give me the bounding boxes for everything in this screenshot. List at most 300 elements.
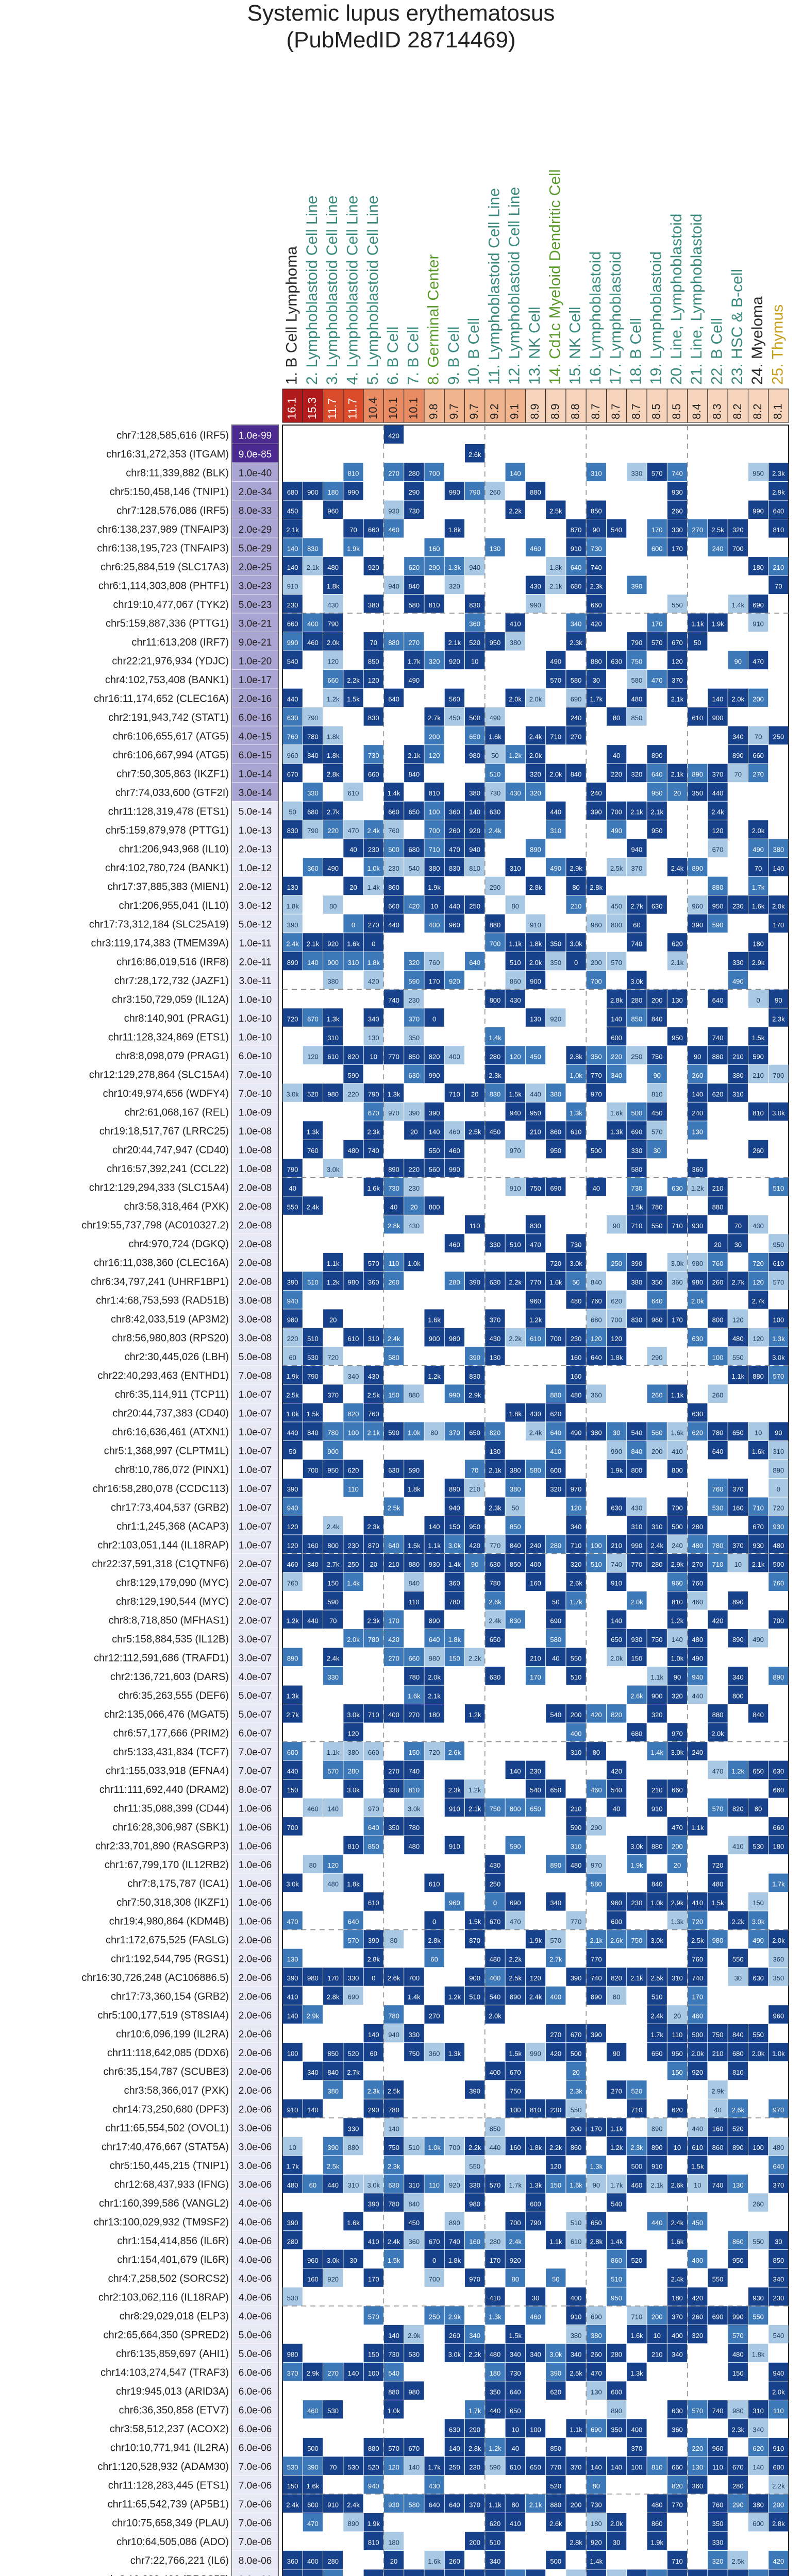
heatmap-cell-label: 3.0k xyxy=(286,1090,299,1098)
pvalue-label: 6.0e-16 xyxy=(238,712,272,723)
heatmap-cell-label: 480 xyxy=(408,1842,420,1851)
heatmap-cell-label: 420 xyxy=(408,902,420,910)
heatmap-cell-label: 260 xyxy=(449,2331,460,2340)
heatmap-cell-label: 2.3k xyxy=(570,2087,582,2095)
pvalue-label: 4.0e-06 xyxy=(238,2198,272,2210)
snp-label: chr1:154,401,679 (IL6R) xyxy=(117,2254,229,2266)
heatmap-cell-label: 720 xyxy=(712,1861,724,1870)
heatmap-cell-label: 140 xyxy=(287,2012,298,2020)
heatmap-cell-label: 260 xyxy=(449,827,460,835)
heatmap-cell-label: 2.4k xyxy=(387,2238,400,2246)
heatmap-cell-label: 710 xyxy=(753,1504,764,1512)
pvalue-label: 7.0e-07 xyxy=(238,1766,272,1777)
column-label: 23. HSC & B-cell xyxy=(728,268,746,385)
heatmap-cell-label: 770 xyxy=(570,1918,582,1926)
heatmap-cell-label: 2.7k xyxy=(751,1297,765,1305)
heatmap-cell-label: 860 xyxy=(611,2256,622,2264)
heatmap-cell-label: 960 xyxy=(712,2444,724,2452)
heatmap-cell-label: 850 xyxy=(773,2256,784,2264)
heatmap-cell-label: 600 xyxy=(287,1749,298,1757)
snp-label: chr8:29,029,018 (ELP3) xyxy=(119,2311,229,2323)
heatmap-cell-label: 340 xyxy=(347,1372,359,1380)
heatmap-cell-label: 830 xyxy=(307,545,319,553)
heatmap-cell-label: 130 xyxy=(530,1015,541,1023)
heatmap-cell-label: 80 xyxy=(309,1861,317,1870)
heatmap-cell-label: 630 xyxy=(692,1334,704,1343)
heatmap-cell-label: 440 xyxy=(388,921,399,929)
heatmap-cell-label: 530 xyxy=(712,1504,724,1512)
heatmap-cell-label: 270 xyxy=(611,2087,622,2095)
heatmap-cell-label: 930 xyxy=(672,488,683,497)
heatmap-cell-label: 1.6k xyxy=(347,2218,360,2227)
heatmap-cell-label: 120 xyxy=(327,657,339,666)
heatmap-cell-label: 280 xyxy=(489,1053,501,1061)
heatmap-cell-label: 2.3k xyxy=(367,1128,380,1136)
heatmap-cell-label: 960 xyxy=(692,902,704,910)
heatmap-cell-label: 430 xyxy=(408,1222,420,1230)
heatmap-cell-label: 340 xyxy=(732,733,744,741)
heatmap-cell-label: 780 xyxy=(651,1203,663,1211)
heatmap-cell-label: 690 xyxy=(712,2313,724,2321)
heatmap-cell-label: 640 xyxy=(773,2162,784,2171)
heatmap-cell-label: 2.0k xyxy=(772,1937,785,1945)
heatmap-cell-label: 1.8k xyxy=(529,2143,542,2151)
heatmap-cell-label: 610 xyxy=(367,1899,379,1907)
pvalue-label: 1.0e-11 xyxy=(239,938,272,950)
pvalue-label: 3.0e-08 xyxy=(238,1314,272,1326)
heatmap-cell-label: 0 xyxy=(351,921,356,929)
heatmap-cell-label: 310 xyxy=(347,2181,359,2189)
heatmap-cell-label: 130 xyxy=(692,1128,704,1136)
heatmap-cell-label: 500 xyxy=(570,2049,582,2058)
heatmap-cell-label: 260 xyxy=(712,1391,724,1399)
snp-label: chr17:40,476,667 (STAT5A) xyxy=(101,2141,229,2153)
heatmap-cell-label: 3.0k xyxy=(772,1353,785,1362)
heatmap-cell-label: 740 xyxy=(367,1146,379,1155)
heatmap-cell-label: 960 xyxy=(530,1297,541,1305)
heatmap-cell-label: 420 xyxy=(611,1767,622,1775)
heatmap-cell-label: 740 xyxy=(712,2406,724,2415)
heatmap-cell-label: 220 xyxy=(287,1334,298,1343)
heatmap-cell-label: 600 xyxy=(530,2200,541,2208)
snp-label: chr12:129,278,864 (SLC15A4) xyxy=(89,1069,229,1081)
heatmap-cell-label: 910 xyxy=(287,2106,298,2114)
heatmap-cell-label: 740 xyxy=(672,469,683,478)
heatmap-cell-label: 2.6k xyxy=(630,1692,643,1700)
heatmap-cell-label: 550 xyxy=(732,1353,744,1362)
heatmap-cell-label: 2.0k xyxy=(731,695,745,703)
pvalue-label: 1.0e-08 xyxy=(238,1164,272,1175)
heatmap-cell-label: 500 xyxy=(590,1146,602,1155)
heatmap-cell-label: 840 xyxy=(509,1541,521,1550)
heatmap-cell-label: 100 xyxy=(712,1353,724,1362)
heatmap-cell-label: 270 xyxy=(428,2012,440,2020)
heatmap-cell-label: 250 xyxy=(347,1561,359,1569)
heatmap-cell-label: 670 xyxy=(287,770,298,778)
pvalue-label: 1.0e-20 xyxy=(238,656,272,667)
heatmap-cell-label: 990 xyxy=(449,1165,460,1174)
heatmap-cell-label: 430 xyxy=(509,789,521,798)
snp-label: chr6:106,655,617 (ATG5) xyxy=(112,731,229,742)
heatmap-cell-label: 540 xyxy=(611,1786,622,1794)
heatmap-cell-label: 130 xyxy=(287,1955,298,1963)
heatmap-cell-label: 610 xyxy=(530,1334,541,1343)
snp-label: chr16:58,280,078 (CCDC113) xyxy=(92,1483,229,1495)
heatmap-cell-label: 150 xyxy=(287,2482,298,2490)
heatmap-cell-label: 900 xyxy=(712,714,724,722)
heatmap-cell-label: 3.0k xyxy=(549,2350,562,2359)
heatmap-cell-label: 380 xyxy=(327,977,339,986)
heatmap-cell-label: 1.9k xyxy=(650,2538,663,2547)
heatmap-cell-label: 200 xyxy=(570,2501,582,2509)
heatmap-cell-label: 150 xyxy=(753,1899,764,1907)
heatmap-cell-label: 640 xyxy=(367,1824,379,1832)
heatmap-cell-label: 820 xyxy=(732,1805,744,1813)
heatmap-cell-label: 480 xyxy=(631,695,643,703)
heatmap-cell-label: 460 xyxy=(692,2012,704,2020)
heatmap-cell-label: 290 xyxy=(367,2106,379,2114)
heatmap-cell-label: 260 xyxy=(590,2350,602,2359)
heatmap-cell-label: 2.3k xyxy=(731,2426,745,2434)
heatmap-cell-label: 770 xyxy=(590,1955,602,1963)
heatmap-cell-label: 270 xyxy=(692,1561,704,1569)
heatmap-cell-label: 2.4k xyxy=(387,1334,400,1343)
heatmap-cell-label: 610 xyxy=(692,2143,704,2151)
heatmap-cell-label: 390 xyxy=(590,808,602,816)
heatmap-cell-label: 1.9k xyxy=(529,1937,542,1945)
heatmap-cell-label: 200 xyxy=(651,2313,663,2321)
snp-label: chr3:58,512,237 (ACOX2) xyxy=(109,2424,229,2435)
column-score: 8.2 xyxy=(751,403,764,419)
heatmap-cell-label: 480 xyxy=(489,2350,501,2359)
heatmap-cell-label: 670 xyxy=(732,2463,744,2471)
heatmap-cell-label: 930 xyxy=(753,2294,764,2302)
heatmap-cell-label: 760 xyxy=(428,958,440,967)
heatmap-cell xyxy=(445,2569,464,2576)
heatmap-cell-label: 150 xyxy=(550,2181,562,2189)
heatmap-cell-label: 840 xyxy=(590,1278,602,1286)
heatmap-cell-label: 420 xyxy=(590,620,602,628)
heatmap-cell-label: 830 xyxy=(367,714,379,722)
pvalue-label: 7.0e-08 xyxy=(238,1370,272,1382)
heatmap-cell-label: 880 xyxy=(347,2143,359,2151)
heatmap-cell-label: 700 xyxy=(732,545,744,553)
heatmap-cell-label: 2.9k xyxy=(306,2369,320,2377)
heatmap-cell-label: 140 xyxy=(287,564,298,572)
heatmap-cell-label: 380 xyxy=(550,1090,562,1098)
pvalue-label: 7.0e-06 xyxy=(238,2499,272,2511)
pvalue-label: 1.0e-07 xyxy=(238,1465,272,1476)
column-score: 8.1 xyxy=(771,403,784,419)
heatmap-cell-label: 2.4k xyxy=(650,1541,663,1550)
heatmap-cell-label: 2.2k xyxy=(468,2143,481,2151)
heatmap-cell xyxy=(688,2569,707,2576)
heatmap-cell-label: 460 xyxy=(530,2313,541,2321)
heatmap-cell-label: 350 xyxy=(550,940,562,948)
heatmap-cell-label: 20 xyxy=(714,1241,722,1249)
heatmap-cell-label: 250 xyxy=(469,902,481,910)
snp-label: chr5:100,177,519 (ST8SIA4) xyxy=(97,2009,229,2021)
snp-label: chr5:159,879,978 (PTTG1) xyxy=(105,824,229,836)
heatmap-cell-label: 470 xyxy=(287,1918,298,1926)
heatmap-cell-label: 200 xyxy=(590,958,602,967)
heatmap-cell-label: 3.0k xyxy=(347,1786,360,1794)
heatmap-cell-label: 2.8k xyxy=(326,770,340,778)
heatmap-cell-label: 630 xyxy=(449,2426,460,2434)
heatmap-cell-label: 910 xyxy=(509,1184,521,1192)
heatmap-cell-label: 140 xyxy=(611,2463,622,2471)
heatmap-cell-label: 840 xyxy=(408,770,420,778)
snp-label: chr1:206,943,968 (IL10) xyxy=(119,843,229,855)
heatmap-cell-label: 140 xyxy=(428,1128,440,1136)
heatmap-cell-label: 970 xyxy=(590,1861,602,1870)
heatmap-cell-label: 430 xyxy=(428,2482,440,2490)
heatmap-cell-label: 470 xyxy=(449,845,460,854)
heatmap-cell-label: 540 xyxy=(773,2331,784,2340)
heatmap-cell-label: 1.7k xyxy=(570,1598,582,1606)
heatmap-cell-label: 860 xyxy=(651,2519,663,2528)
heatmap-cell-label: 2.8k xyxy=(610,996,623,1004)
snp-label: chr7:128,576,086 (IRF5) xyxy=(116,505,229,517)
heatmap-cell-label: 140 xyxy=(408,2463,420,2471)
heatmap-cell-label: 870 xyxy=(469,1937,481,1945)
snp-label: chr8:11,339,882 (BLK) xyxy=(126,467,229,479)
heatmap-cell-label: 360 xyxy=(449,1579,460,1587)
heatmap-cell-label: 310 xyxy=(347,958,359,967)
heatmap-cell-label: 770 xyxy=(672,2501,683,2509)
heatmap-cell-label: 980 xyxy=(590,921,602,929)
heatmap-cell-label: 790 xyxy=(530,2218,541,2227)
heatmap-cell-label: 510 xyxy=(509,958,521,967)
snp-label: chr6:16,636,461 (ATXN1) xyxy=(112,1427,229,1438)
heatmap-cell-label: 420 xyxy=(692,2294,704,2302)
heatmap-cell-label: 2.1k xyxy=(590,1937,603,1945)
heatmap-cell-label: 830 xyxy=(509,1617,521,1625)
heatmap-cell-label: 620 xyxy=(611,1297,622,1305)
heatmap-cell-label: 990 xyxy=(347,488,359,497)
heatmap-cell-label: 540 xyxy=(388,2369,399,2377)
heatmap-cell-label: 460 xyxy=(307,639,319,647)
heatmap-cell-label: 1.7k xyxy=(286,2162,299,2171)
heatmap-cell-label: 700 xyxy=(509,2218,521,2227)
heatmap-cell-label: 890 xyxy=(590,1993,602,2001)
heatmap-cell-label: 60 xyxy=(309,2181,317,2189)
heatmap-cell-label: 840 xyxy=(408,582,420,590)
snp-label: chr6:34,797,241 (UHRF1BP1) xyxy=(91,1276,229,1288)
pvalue-label: 5.0e-06 xyxy=(238,2349,272,2360)
pvalue-label: 7.0e-10 xyxy=(238,1070,272,1081)
heatmap-cell-label: 950 xyxy=(611,2294,622,2302)
heatmap-cell-label: 510 xyxy=(469,1993,481,2001)
heatmap-cell-label: 770 xyxy=(590,1071,602,1079)
snp-label: chr16:31,272,353 (ITGAM) xyxy=(106,448,229,460)
pvalue-label: 1.0e-09 xyxy=(238,1107,272,1118)
heatmap-cell-label: 2.8k xyxy=(590,2238,603,2246)
heatmap-cell-label: 700 xyxy=(428,2275,440,2283)
heatmap-cell-label: 2.4k xyxy=(489,827,502,835)
heatmap-cell-label: 840 xyxy=(732,2030,744,2039)
heatmap-cell-label: 340 xyxy=(307,2068,319,2076)
heatmap-cell-label: 780 xyxy=(388,2012,399,2020)
heatmap-cell-label: 90 xyxy=(775,1429,782,1437)
heatmap-cell-label: 780 xyxy=(408,1673,420,1682)
heatmap-cell-label: 20 xyxy=(673,789,681,798)
heatmap-cell-label: 890 xyxy=(428,1617,440,1625)
column-score: 8.2 xyxy=(730,403,744,419)
heatmap-cell-label: 280 xyxy=(327,2557,339,2565)
heatmap-cell-label: 790 xyxy=(367,1090,379,1098)
heatmap-cell-label: 70 xyxy=(775,582,782,590)
heatmap-cell-label: 690 xyxy=(631,1128,643,1136)
snp-label: chr22:21,976,934 (YDJC) xyxy=(112,655,229,667)
heatmap-cell-label: 330 xyxy=(347,1974,359,1982)
pvalue-label: 2.0e-06 xyxy=(238,1991,272,2003)
heatmap-cell-label: 240 xyxy=(712,545,724,553)
heatmap-cell-label: 2.3k xyxy=(367,1617,380,1625)
heatmap-cell-label: 250 xyxy=(489,1880,501,1888)
heatmap-cell-label: 200 xyxy=(651,996,663,1004)
heatmap-cell-label: 540 xyxy=(611,526,622,534)
heatmap-cell-label: 760 xyxy=(307,1146,319,1155)
heatmap-cell-label: 10 xyxy=(370,1053,377,1061)
snp-label: chr2:135,066,476 (MGAT5) xyxy=(104,1708,229,1720)
heatmap-cell-label: 240 xyxy=(590,789,602,798)
heatmap-cell-label: 400 xyxy=(449,1053,460,1061)
heatmap-cell-label: 740 xyxy=(408,1767,420,1775)
heatmap-cell-label: 160 xyxy=(570,1372,582,1380)
heatmap-cell-label: 170 xyxy=(590,2125,602,2133)
heatmap-cell-label: 750 xyxy=(651,1053,663,1061)
heatmap-cell-label: 590 xyxy=(408,977,420,986)
heatmap-cell-label: 930 xyxy=(631,1636,643,1644)
heatmap-cell-label: 430 xyxy=(489,1861,501,1870)
heatmap-cell-label: 640 xyxy=(509,2388,521,2396)
heatmap-cell-label: 370 xyxy=(773,2181,784,2189)
heatmap-cell-label: 170 xyxy=(388,1617,399,1625)
heatmap-cell-label: 500 xyxy=(388,845,399,854)
column-score: 8.5 xyxy=(649,403,663,419)
heatmap-cell-label: 920 xyxy=(449,657,460,666)
heatmap-cell-label: 50 xyxy=(572,1278,580,1286)
heatmap-cell-label: 830 xyxy=(449,865,460,873)
heatmap-cell-label: 470 xyxy=(651,676,663,685)
snp-label: chr7:74,033,600 (GTF2I) xyxy=(115,787,229,799)
heatmap-cell-label: 330 xyxy=(489,1241,501,1249)
heatmap-cell-label: 270 xyxy=(570,733,582,741)
pvalue-label: 2.0e-08 xyxy=(238,1201,272,1213)
heatmap-cell-label: 340 xyxy=(753,2426,764,2434)
heatmap-cell-label: 390 xyxy=(469,1353,481,1362)
heatmap-cell-label: 610 xyxy=(692,714,704,722)
heatmap-cell-label: 880 xyxy=(530,488,541,497)
heatmap-cell-label: 50 xyxy=(511,1504,519,1512)
heatmap-cell-label: 60 xyxy=(633,921,641,929)
heatmap-cell-label: 1.1k xyxy=(489,2501,502,2509)
heatmap-cell-label: 140 xyxy=(672,1636,683,1644)
pvalue-label: 1.0e-08 xyxy=(238,1145,272,1156)
heatmap-cell-label: 680 xyxy=(287,488,298,497)
heatmap-cell-label: 90 xyxy=(612,2049,621,2058)
heatmap-cell-label: 20 xyxy=(370,1561,377,1569)
heatmap-cell-label: 3.0k xyxy=(630,977,643,986)
heatmap-cell-label: 320 xyxy=(672,1692,683,1700)
heatmap-cell-label: 780 xyxy=(388,2106,399,2114)
heatmap-cell-label: 800 xyxy=(509,1805,521,1813)
heatmap-cell-label: 1.8k xyxy=(326,752,340,760)
snp-label: chr1:192,544,795 (RGS1) xyxy=(110,1953,229,1965)
snp-label: chr5:158,884,535 (IL12B) xyxy=(112,1633,229,1645)
heatmap-cell-label: 1.5k xyxy=(306,1410,320,1418)
snp-label: chr10:64,505,086 (ADO) xyxy=(116,2536,229,2548)
heatmap-cell-label: 980 xyxy=(327,1090,339,1098)
heatmap-cell-label: 2.0k xyxy=(326,639,340,647)
heatmap-cell-label: 210 xyxy=(651,1786,663,1794)
heatmap-cell-label: 1.5k xyxy=(509,2049,522,2058)
heatmap-cell-label: 370 xyxy=(672,676,683,685)
heatmap-cell-label: 910 xyxy=(287,582,298,590)
heatmap-cell-label: 360 xyxy=(692,2482,704,2490)
heatmap-cell-label: 730 xyxy=(367,752,379,760)
heatmap-cell-label: 630 xyxy=(489,1561,501,1569)
heatmap-cell-label: 980 xyxy=(469,2200,481,2208)
heatmap-cell-label: 900 xyxy=(530,977,541,986)
heatmap-cell-label: 140 xyxy=(611,1015,622,1023)
heatmap-cell-label: 450 xyxy=(408,2218,420,2227)
heatmap-cell-label: 500 xyxy=(692,2030,704,2039)
pvalue-label: 1.0e-06 xyxy=(238,1803,272,1815)
heatmap-cell-label: 1.9k xyxy=(428,883,441,891)
heatmap-cell xyxy=(303,2569,323,2576)
heatmap-cell-label: 320 xyxy=(732,526,744,534)
heatmap-cell-label: 1.7k xyxy=(428,2463,441,2471)
heatmap-cell-label: 460 xyxy=(692,1598,704,1606)
pvalue-label: 7.0e-06 xyxy=(238,2462,272,2473)
heatmap-cell xyxy=(768,2569,788,2576)
heatmap-cell-label: 440 xyxy=(287,1429,298,1437)
heatmap-cell-label: 760 xyxy=(388,827,399,835)
heatmap-cell-label: 640 xyxy=(550,1429,562,1437)
heatmap-cell-label: 620 xyxy=(712,1090,724,1098)
heatmap-cell-label: 880 xyxy=(550,1391,562,1399)
snp-label: chr1:160,399,586 (VANGL2) xyxy=(98,2198,229,2210)
heatmap-cell-label: 1.3k xyxy=(610,1128,623,1136)
heatmap-cell-label: 2.6k xyxy=(570,1579,582,1587)
heatmap-cell-label: 900 xyxy=(307,488,319,497)
heatmap-cell-label: 850 xyxy=(631,1015,643,1023)
heatmap-cell-label: 370 xyxy=(732,1485,744,1494)
heatmap-cell-label: 750 xyxy=(651,1636,663,1644)
heatmap-cell-label: 920 xyxy=(469,827,481,835)
heatmap-cell-label: 250 xyxy=(631,1053,643,1061)
heatmap-cell-label: 520 xyxy=(347,2049,359,2058)
heatmap-cell-label: 670 xyxy=(753,1523,764,1531)
column-label: 8. Germinal Center xyxy=(425,254,442,385)
heatmap-cell-label: 660 xyxy=(287,620,298,628)
heatmap-cell-label: 2.8k xyxy=(570,2538,582,2547)
heatmap-cell-label: 1.2k xyxy=(448,1993,461,2001)
heatmap-cell-label: 480 xyxy=(570,1861,582,1870)
heatmap-cell-label: 670 xyxy=(509,2068,521,2076)
heatmap-cell-label: 390 xyxy=(590,2030,602,2039)
heatmap-cell-label: 940 xyxy=(509,1109,521,1117)
heatmap-cell-label: 970 xyxy=(590,1090,602,1098)
heatmap-cell-label: 940 xyxy=(287,1297,298,1305)
pvalue-label: 1.0e-13 xyxy=(238,825,272,836)
heatmap-cell-label: 80 xyxy=(511,2501,519,2509)
heatmap-cell-label: 560 xyxy=(651,1429,663,1437)
heatmap-cell-label: 310 xyxy=(590,469,602,478)
heatmap-cell-label: 520 xyxy=(307,1090,319,1098)
